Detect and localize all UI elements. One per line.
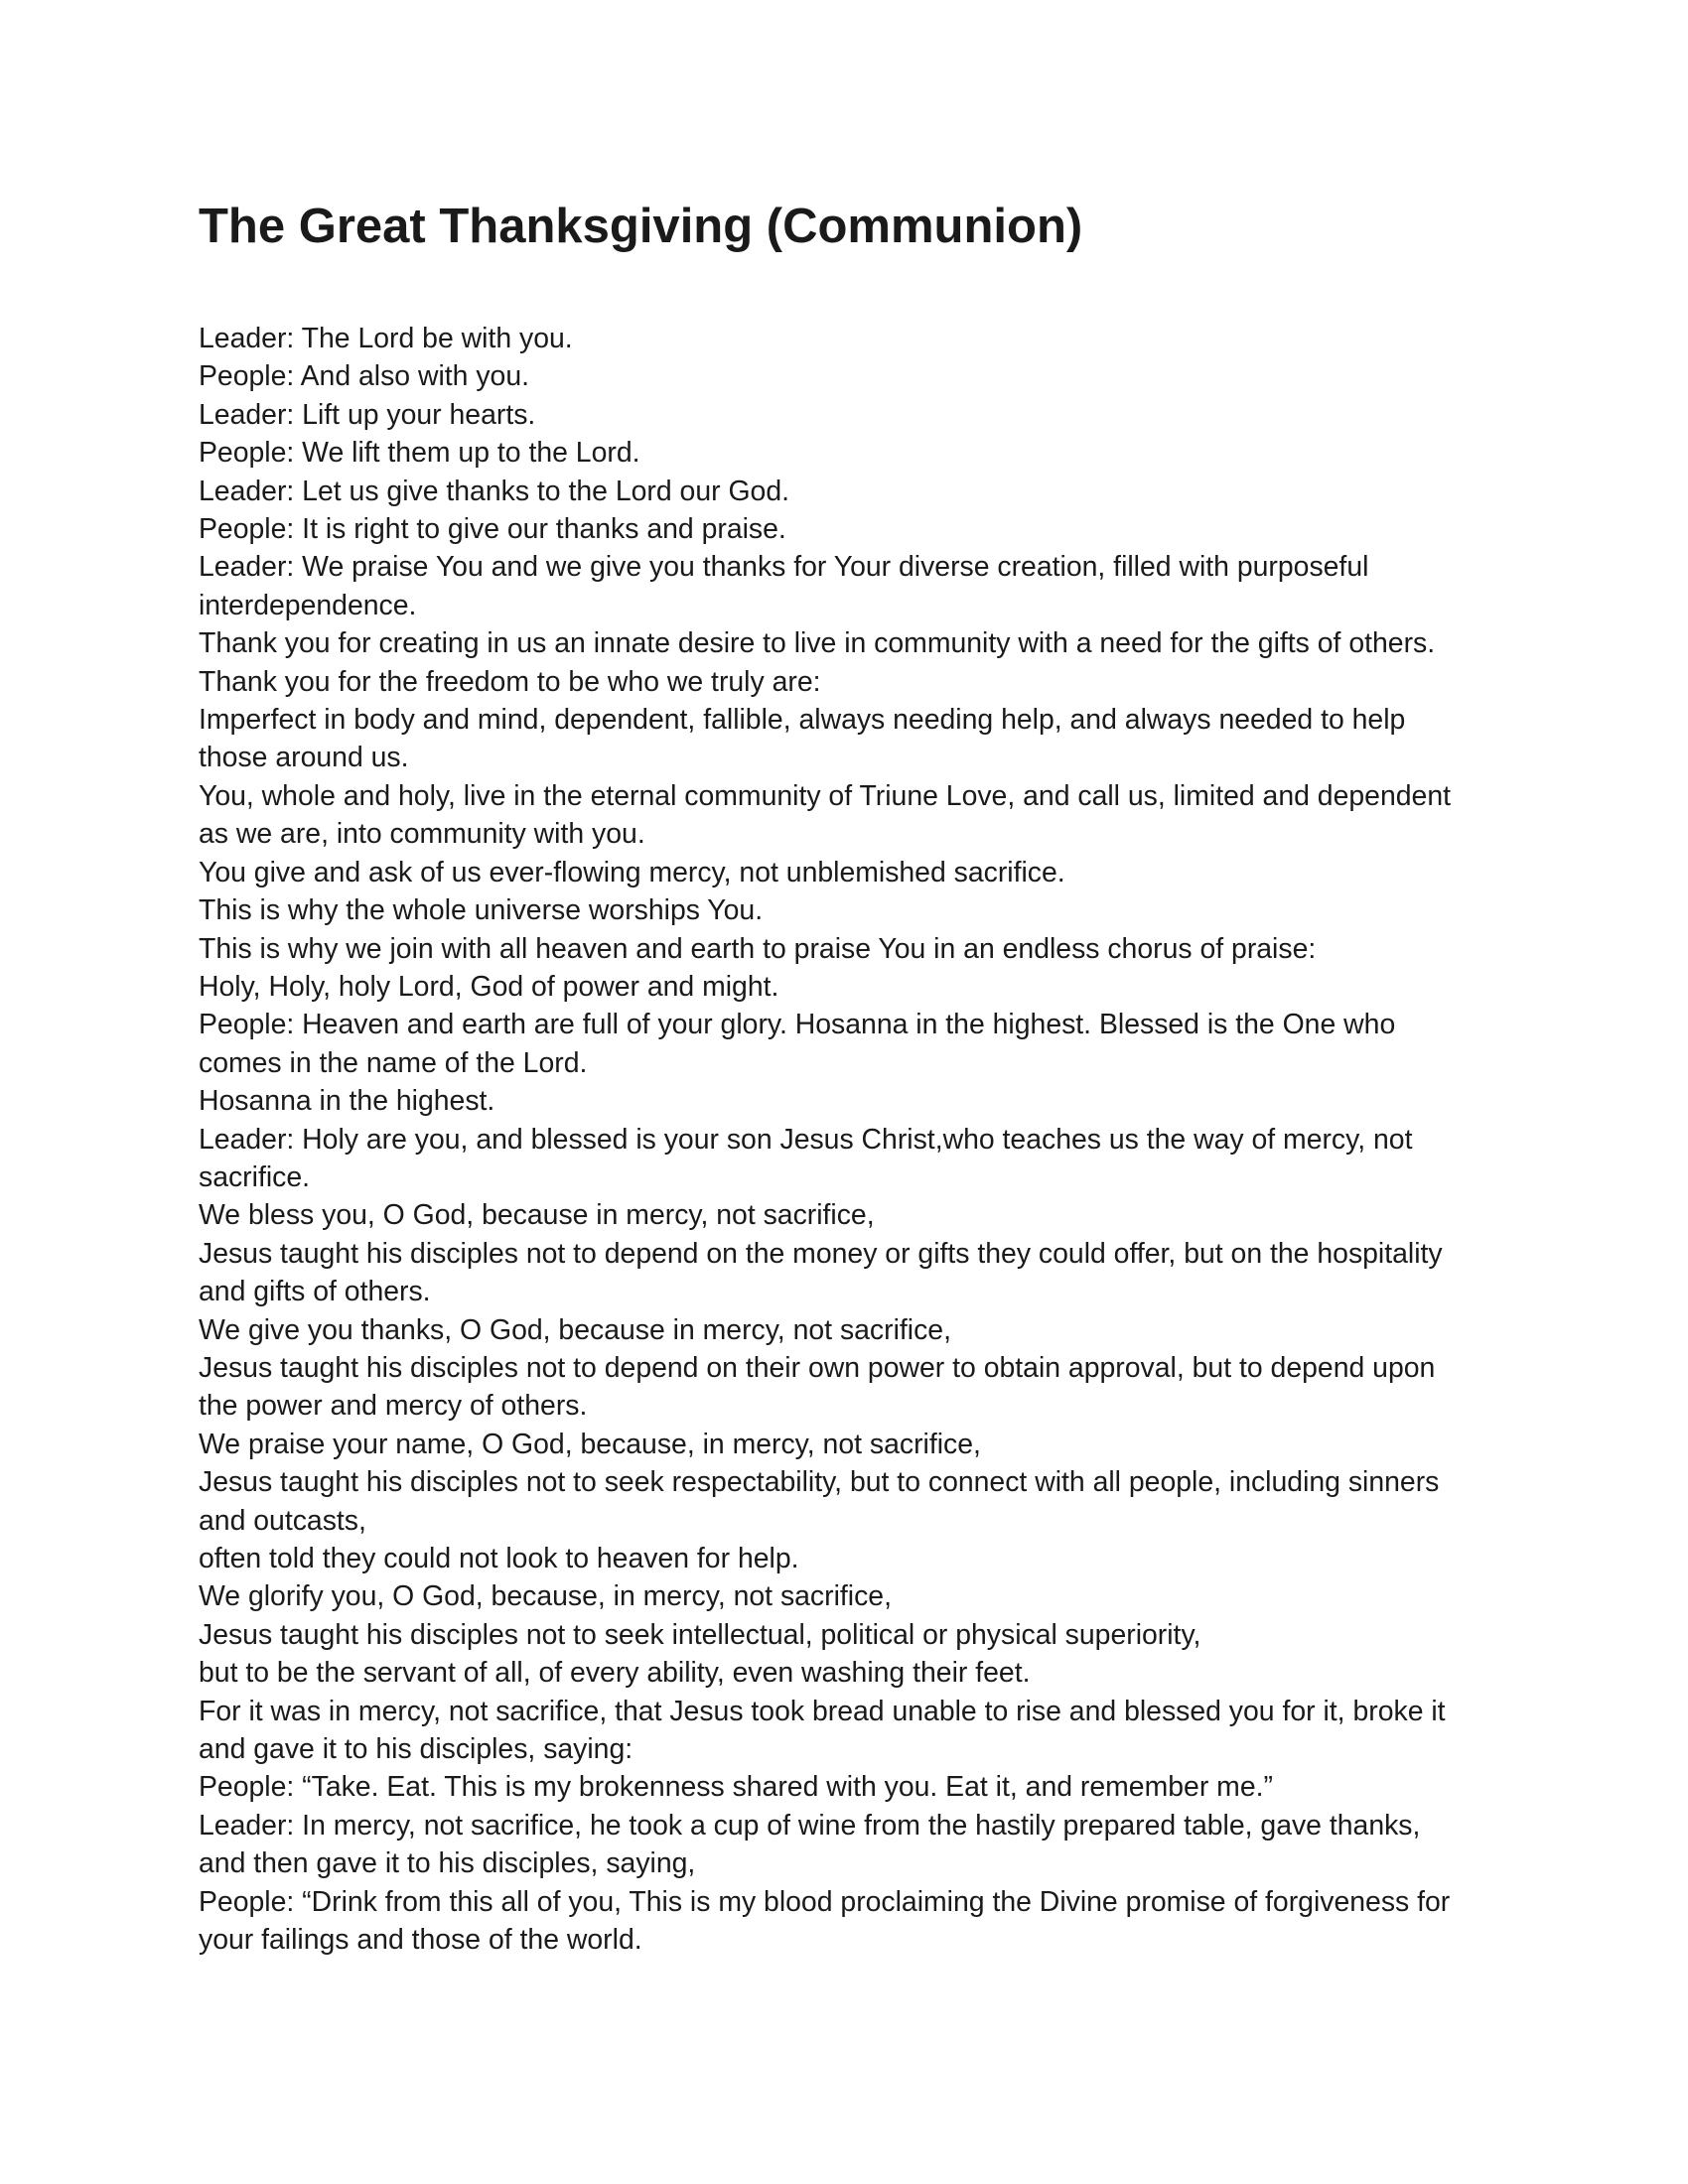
- liturgy-line: You, whole and holy, live in the eternal community of Triune Love, and call us, limited and dependent: [199, 779, 1452, 812]
- liturgy-body: [199, 320, 1489, 1959]
- liturgy-line: This is why the whole universe worships You.: [199, 894, 764, 927]
- liturgy-line: often told they could not look to heaven for help.: [199, 1543, 799, 1574]
- liturgy-line: Leader: We praise You and we give you thanks for Your diverse creation, filled with purposeful: [199, 551, 1369, 584]
- liturgy-line: but to be the servant of all, of every ability, even washing their feet.: [199, 1657, 1031, 1690]
- liturgy-line: Leader: Lift up your hearts.: [199, 398, 536, 431]
- liturgy-line: People: And also with you.: [199, 360, 530, 393]
- liturgy-line: We bless you, O God, because in mercy, not sacrifice,: [199, 1199, 875, 1232]
- liturgy-line: and outcasts,: [199, 1504, 366, 1537]
- liturgy-line: People: Heaven and earth are full of your glory. Hosanna in the highest. Blessed is the One who: [199, 1009, 1396, 1041]
- liturgy-line: interdependence.: [199, 589, 417, 621]
- liturgy-line: as we are, into community with you.: [199, 818, 645, 851]
- liturgy-line: Imperfect in body and mind, dependent, fallible, always needing help, and always needed to help: [199, 704, 1406, 737]
- liturgy-line: and gave it to his disciples, saying:: [199, 1733, 633, 1766]
- liturgy-line: Jesus taught his disciples not to depend on their own power to obtain approval, but to depend upon: [199, 1351, 1436, 1384]
- liturgy-line: For it was in mercy, not sacrifice, that Jesus took bread unable to rise and blessed you for it, broke it: [199, 1695, 1446, 1727]
- liturgy-line: comes in the name of the Lord.: [199, 1046, 588, 1079]
- liturgy-line: This is why we join with all heaven and earth to praise You in an endless chorus of praise:: [199, 932, 1317, 965]
- liturgy-line: People: We lift them up to the Lord.: [199, 437, 640, 470]
- liturgy-line: those around us.: [199, 742, 409, 774]
- liturgy-line: Jesus taught his disciples not to seek intellectual, political or physical superiority,: [199, 1618, 1201, 1651]
- liturgy-line: We praise your name, O God, because, in mercy, not sacrifice,: [199, 1428, 981, 1460]
- liturgy-line: and gifts of others.: [199, 1276, 431, 1308]
- liturgy-line: Hosanna in the highest.: [199, 1085, 495, 1118]
- liturgy-line: Thank you for creating in us an innate desire to live in community with a need for the gifts of others.: [199, 627, 1436, 660]
- liturgy-line: People: It is right to give our thanks and praise.: [199, 513, 786, 546]
- liturgy-line: Leader: The Lord be with you.: [199, 323, 573, 354]
- liturgy-line: Thank you for the freedom to be who we truly are:: [199, 665, 821, 698]
- liturgy-line: the power and mercy of others.: [199, 1390, 588, 1423]
- liturgy-line: People: “Drink from this all of you, This is my blood proclaiming the Divine promise of forgiveness for: [199, 1885, 1451, 1918]
- liturgy-line: Holy, Holy, holy Lord, God of power and might.: [199, 970, 779, 1003]
- liturgy-line: You give and ask of us ever-flowing mercy, not unblemished sacrifice.: [199, 856, 1065, 888]
- liturgy-line: Jesus taught his disciples not to depend on the money or gifts they could offer, but on the hospitality: [199, 1237, 1443, 1270]
- liturgy-line: sacrifice.: [199, 1160, 311, 1193]
- liturgy-line: We glorify you, O God, because, in mercy, not sacrifice,: [199, 1580, 892, 1613]
- liturgy-line: Leader: In mercy, not sacrifice, he took a cup of wine from the hastily prepared table, gave thanks,: [199, 1809, 1421, 1842]
- document-title: The Great Thanksgiving (Communion): [199, 200, 1083, 253]
- liturgy-line: Jesus taught his disciples not to seek respectability, but to connect with all people, including sinners: [199, 1466, 1440, 1499]
- liturgy-line: We give you thanks, O God, because in mercy, not sacrifice,: [199, 1313, 951, 1346]
- liturgy-line: Leader: Let us give thanks to the Lord our God.: [199, 475, 790, 507]
- liturgy-line: and then gave it to his disciples, saying,: [199, 1847, 696, 1880]
- liturgy-line: Leader: Holy are you, and blessed is your son Jesus Christ,who teaches us the way of mercy, not: [199, 1123, 1413, 1156]
- liturgy-line: your failings and those of the world.: [199, 1924, 642, 1957]
- liturgy-line: People: “Take. Eat. This is my brokenness shared with you. Eat it, and remember me.”: [199, 1771, 1273, 1804]
